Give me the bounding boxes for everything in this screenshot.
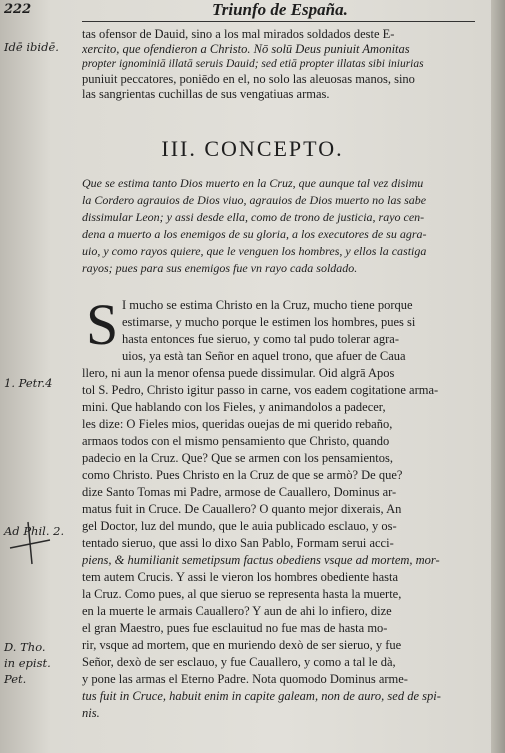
body-line: mini. Que hablando con los Fieles, y animandolos a padecer, xyxy=(82,400,386,414)
body-line: tentado sieruo, que assi lo dixo San Pablo, Formam serui acci- xyxy=(82,536,394,550)
body-line: tol S. Pedro, Christo igitur passo in carne, vos eadem cogitatione arma- xyxy=(82,383,439,397)
page-number: 222 xyxy=(4,2,32,17)
body-line: en la muerte le armais Cauallero? Y aun de ahi lo infiero, dize xyxy=(82,604,392,618)
body-line: gel Doctor, luz del mundo, que le auia publicado esclauo, y os- xyxy=(82,519,397,533)
body-line: hasta entonces fue sieruo, y como tal pudo tolerar agra- xyxy=(122,332,399,346)
page-gutter xyxy=(491,0,505,753)
body-line: rir, vsque ad mortem, que en muriendo dexò de ser sieruo, y fue xyxy=(82,638,402,652)
summary-line: dena a muerto a los enemigos de su gloria, a los executores de su agra- xyxy=(82,227,427,241)
body-line: como Christo. Pues Christo en la Cruz de que se armò? De que? xyxy=(82,468,403,482)
margin-note-ad-phil: Ad Phil. 2. xyxy=(4,524,65,538)
margin-note-idem: Idē ibidē. xyxy=(4,40,59,54)
intro-line: xercito, que ofendieron a Christo. Nō solū Deus puniuit Amonitas xyxy=(82,42,410,56)
body-line: tus fuit in Cruce, habuit enim in capite galeam, non de auro, sed de spi- xyxy=(82,689,441,703)
body-line: tem autem Crucis. Y assi le vieron los hombres obediente hasta xyxy=(82,570,399,584)
body-line: estimarse, y mucho porque le estimen los hombres, pues si xyxy=(122,315,416,329)
margin-note-d-tho: in epist. xyxy=(4,656,51,670)
intro-line: propter ignominiā illatā seruis Dauid; sed etiā propter illatas sibi iniurias xyxy=(82,58,424,70)
header-rule xyxy=(82,21,475,22)
body-line: armaos todos con el mismo pensamiento que Christo, quando xyxy=(82,434,390,448)
summary-line: Que se estima tanto Dios muerto en la Cruz, que aunque tal vez disimu xyxy=(82,176,424,190)
body-line: les dize: O Fieles mios, queridas ouejas de mi querido rebaño, xyxy=(82,417,393,431)
body-line: Señor, dexò de ser esclauo, y fue Cauallero, y como a tal le dà, xyxy=(82,655,396,669)
intro-line: las sangrientas cuchillas de sus vengatiuas armas. xyxy=(82,87,330,101)
summary-line: la Cordero agrauios de Dios viuo, agrauios de Dios muerto no las sabe xyxy=(82,193,427,207)
body-line: I mucho se estima Christo en la Cruz, mucho tiene porque xyxy=(122,298,413,312)
summary-line: uio, y como rayos quiere, que le venguen los hombres, y ellos la castiga xyxy=(82,244,427,258)
body-line: y pone las armas el Eterno Padre. Nota quomodo Dominus arme- xyxy=(82,672,408,686)
body-line: el gran Maestro, pues fue esclauitud no fue mas de hasta mo- xyxy=(82,621,388,635)
section-heading: III. CONCEPTO. xyxy=(161,136,344,161)
margin-note-petr: 1. Petr.4 xyxy=(4,376,53,390)
body-line: matus fuit in Cruce. De Cauallero? O quanto mejor dixerais, An xyxy=(82,502,402,516)
body-line: dize Santo Tomas mi Padre, armose de Cauallero, Dominus ar- xyxy=(82,485,397,499)
handwritten-cross-mark xyxy=(6,518,54,566)
body-line: llero, ni aun la menor ofensa puede dissimular. Oid algrā Apos xyxy=(82,366,395,380)
body-line: nis. xyxy=(82,706,100,720)
body-line: la Cruz. Como pues, al que sieruo se representa hasta la muerte, xyxy=(82,587,402,601)
drop-cap: S xyxy=(86,292,119,357)
margin-note-d-tho: D. Tho. xyxy=(4,640,46,654)
margin-note-d-tho: Pet. xyxy=(4,672,27,686)
intro-line: tas ofensor de Dauid, sino a los mal mirados soldados deste E- xyxy=(82,27,395,41)
summary-line: rayos; pues para sus enemigos fue vn rayo cada soldado. xyxy=(82,261,358,275)
summary-line: dissimular Leon; y assi desde ella, como de trono de justicia, rayo cen- xyxy=(82,210,425,224)
body-line: uios, ya està tan Señor en aquel trono, que afuer de Caua xyxy=(122,349,406,363)
body-line: piens, & humilianit semetipsum factus obediens vsque ad mortem, mor- xyxy=(82,553,440,567)
body-line: padecio en la Cruz. Que? Que se armen con los pensamientos, xyxy=(82,451,394,465)
intro-line: puniuit peccatores, poniēdo en el, no solo las aleuosas manos, sino xyxy=(82,72,415,86)
running-title: Triunfo de España. xyxy=(212,0,348,19)
